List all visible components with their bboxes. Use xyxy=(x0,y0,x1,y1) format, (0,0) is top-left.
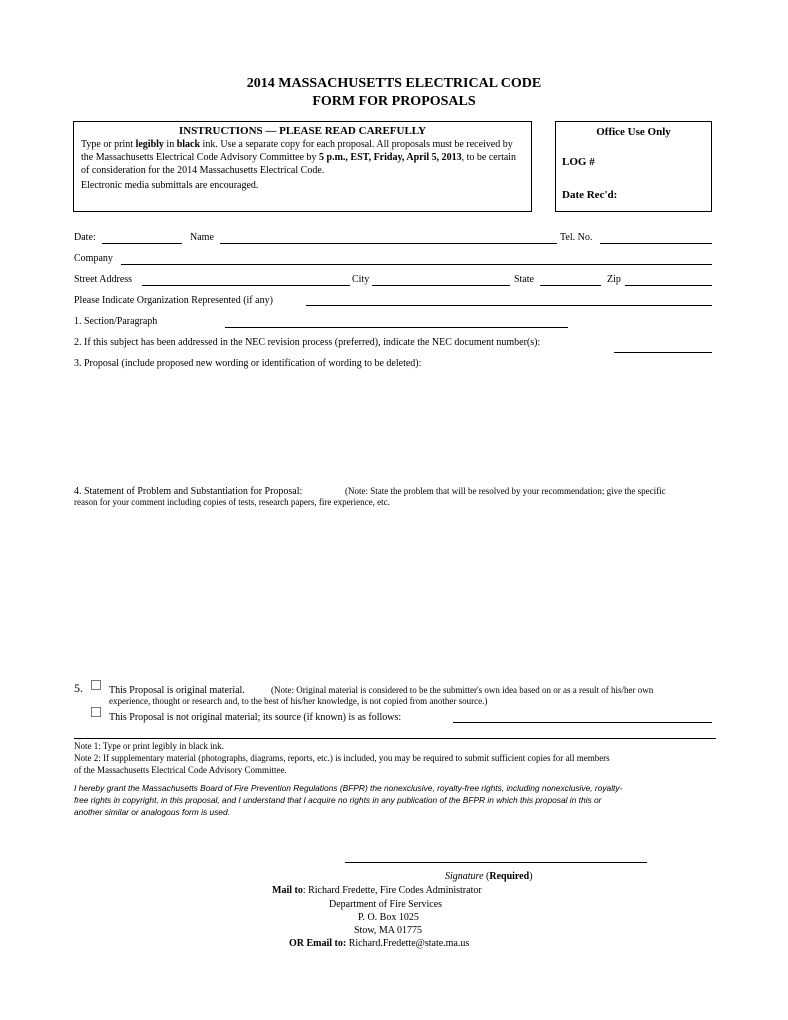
form-title-line1: 2014 MASSACHUSETTS ELECTRICAL CODE xyxy=(246,76,542,91)
organization-label: Please Indicate Organization Represented (if any) xyxy=(74,295,273,306)
date-label: Date: xyxy=(74,232,96,243)
nec-document-field[interactable] xyxy=(614,352,712,353)
statement-text-area[interactable] xyxy=(74,512,712,677)
not-original-material-checkbox[interactable] xyxy=(91,707,101,717)
office-use-heading: Office Use Only xyxy=(596,126,671,138)
date-received-label: Date Rec'd: xyxy=(562,189,618,201)
grant-line3: another similar or analogous form is used. xyxy=(74,807,230,817)
name-label: Name xyxy=(190,232,214,243)
mail-to-name: Mail to: Richard Fredette, Fire Codes Administrator xyxy=(272,885,482,896)
instructions-box xyxy=(73,121,532,212)
note-2-line1: Note 2: If supplementary material (photographs, diagrams, reports, etc.) is included, you may be required to submit sufficient copies for all members xyxy=(74,753,610,763)
name-field[interactable] xyxy=(220,243,557,244)
instructions-deadline: 5 p.m., EST, Friday, April 5, 2013 xyxy=(319,152,462,163)
street-label: Street Address xyxy=(74,274,133,285)
signature-field[interactable] xyxy=(345,862,647,863)
state-field[interactable] xyxy=(540,285,601,286)
not-original-material-label: This Proposal is not original material; its source (if known) is as follows: xyxy=(109,712,402,723)
tel-label: Tel. No. xyxy=(560,232,593,243)
instructions-electronic: Electronic media submittals are encouraged. xyxy=(81,180,259,191)
grant-line1: I hereby grant the Massachusetts Board of Fire Prevention Regulations (BFPR) the nonexclusive, royalty-free rights, including nonexclusive, royalty- xyxy=(74,783,623,793)
statement-note-line1: (Note: State the problem that will be resolved by your recommendation; give the specific xyxy=(345,486,666,496)
mail-to-po-box: P. O. Box 1025 xyxy=(358,912,419,923)
zip-field[interactable] xyxy=(625,285,712,286)
statement-note-line2: reason for your comment including copies of tests, research papers, fire experience, etc. xyxy=(74,497,390,507)
state-label: State xyxy=(514,274,534,285)
original-material-label: This Proposal is original material. xyxy=(109,685,245,696)
instructions-consideration: , to be certain of consideration for the 2014 Massachusetts Electrical Code. xyxy=(81,152,517,176)
original-material-note-line1: (Note: Original material is considered to be the submitter's own idea based on or as a result of his/her own xyxy=(271,685,654,695)
source-field[interactable] xyxy=(453,722,712,723)
proposal-text-area[interactable] xyxy=(74,373,712,478)
note-2-line2: of the Massachusetts Electrical Code Advisory Committee. xyxy=(74,765,287,775)
city-label: City xyxy=(352,274,370,285)
statement-label: 4. Statement of Problem and Substantiation for Proposal: xyxy=(74,486,303,497)
nec-document-label: 2. If this subject has been addressed in the NEC revision process (preferred), indicate the NEC document number(s): xyxy=(74,337,541,348)
email-line: OR Email to: Richard.Fredette@state.ma.us xyxy=(289,938,470,949)
section-paragraph-field[interactable] xyxy=(225,327,568,328)
notes-separator xyxy=(74,738,716,739)
company-label: Company xyxy=(74,253,113,264)
mail-to-department: Department of Fire Services xyxy=(329,899,443,910)
mail-to-city: Stow, MA 01775 xyxy=(354,925,422,936)
date-field[interactable] xyxy=(102,243,182,244)
original-material-note-line2: experience, thought or research and, to the best of his/her knowledge, is not copied from another source.) xyxy=(109,696,488,706)
city-field[interactable] xyxy=(372,285,510,286)
grant-line2: free rights in copyright, in this proposal, and I understand that I acquire no rights in any publication of the BFPR in which this proposal in this or xyxy=(74,795,602,805)
instructions-heading: INSTRUCTIONS — PLEASE READ CAREFULLY xyxy=(178,125,427,137)
original-material-checkbox[interactable] xyxy=(91,680,101,690)
tel-field[interactable] xyxy=(600,243,712,244)
item-5-number: 5. xyxy=(74,681,83,695)
zip-label: Zip xyxy=(607,274,621,285)
log-number-label: LOG # xyxy=(562,156,595,168)
organization-field[interactable] xyxy=(306,305,712,306)
instructions-text: Type or print legibly in black ink. Use a separate copy for each proposal. All proposals must be received by the Massachusetts Electrical Code Advisory Committee by 5 p.m., EST, Friday, April 5, 2013, to be certain of consideration for the 2014 Massachusetts Electrical Code. xyxy=(81,139,517,176)
form-title-line2: FORM FOR PROPOSALS xyxy=(312,94,476,109)
email-link[interactable]: Richard.Fredette@state.ma.us xyxy=(346,938,470,949)
company-field[interactable] xyxy=(121,264,712,265)
note-1: Note 1: Type or print legibly in black ink. xyxy=(74,741,224,751)
section-paragraph-label: 1. Section/Paragraph xyxy=(74,316,158,327)
proposal-label: 3. Proposal (include proposed new wording or identification of wording to be deleted): xyxy=(74,358,422,369)
street-field[interactable] xyxy=(142,285,350,286)
signature-label: Signature (Required) xyxy=(445,871,533,882)
office-use-box xyxy=(555,121,712,212)
